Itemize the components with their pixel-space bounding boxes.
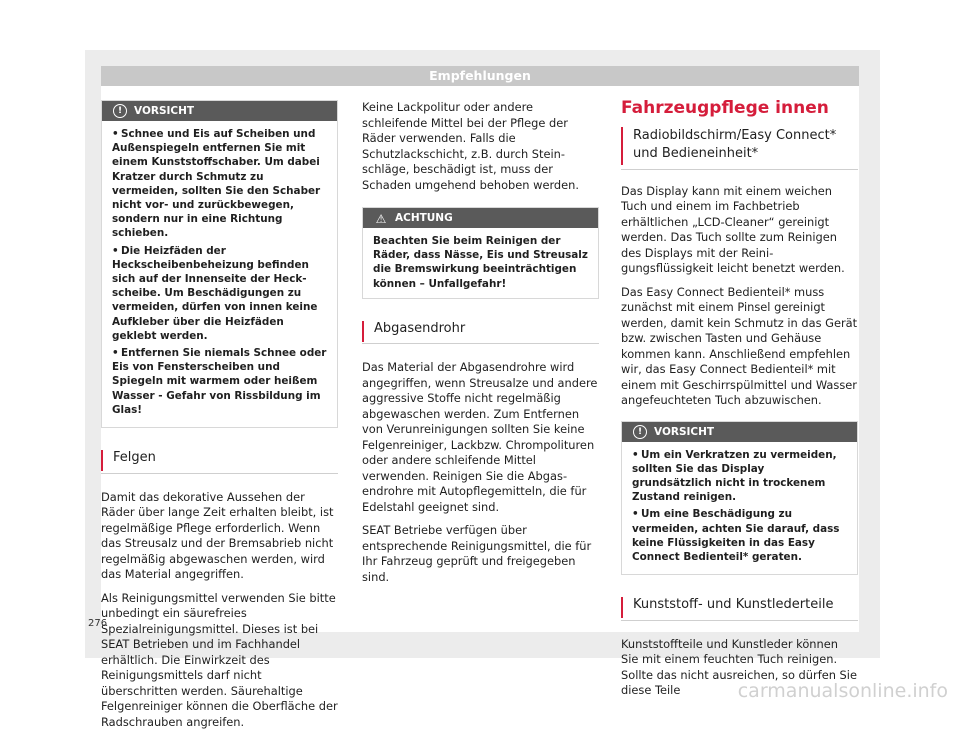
bullet-icon: • [112, 347, 119, 360]
column-2 [362, 100, 599, 593]
caution-box [621, 421, 858, 576]
section-heading-abgasendrohr: Abgasendrohr [362, 321, 599, 345]
caution-box-body [622, 442, 857, 575]
bullet-icon: • [112, 244, 119, 257]
caution-box-body [102, 121, 337, 427]
column-1 [101, 100, 338, 738]
paragraph: Kunststoffteile und Kunstleder können Sie mit einem feuchten Tuch reinigen. Sollte das nicht ausreichen, so dürfen Sie diese Teile [621, 636, 857, 698]
caution-label: VORSICHT [654, 425, 715, 438]
caution-item: • Schnee und Eis auf Scheiben und Außenspiegeln entfernen Sie mit einem Kunststoffschaber. Um dabei Kratzer durch Schmutz zu vermeiden, sollten Sie den Schaber nicht vor- und zurückbewegen, sondern nur in eine Richtung schieben. [112, 128, 321, 240]
section-heading-felgen: Felgen [101, 450, 338, 474]
chapter-title: Fahrzeugpflege innen [621, 98, 829, 118]
bullet-icon: • [112, 128, 119, 140]
paragraph: Als Reinigungsmittel verwenden Sie bitte unbedingt ein säurefreies Spezialreinigungsmittel. Dieses ist bei SEAT Betrieben und im Fachhandel erhältlich. Die Einwirkzeit des Reinigungsmittels darf nicht überschritten werden. Säurehaltige Felgenreiniger können die Oberfläche der Radschrauben angreifen. [101, 590, 338, 729]
caution-item: • Um ein Verkratzen zu vermeiden, sollten Sie das Display grundsätzlich nicht in trockenem Zustand reinigen. [632, 448, 837, 504]
paragraph: Das Easy Connect Bedienteil* muss zunächst mit einem Pinsel gereinigt werden, damit kein Schmutz in das Gerät bzw. zwischen Tasten und Gehäuse kommen kann. Anschließend empfehlen wir, das Easy Connect Bedienteil* mit einem mit Geschirrspülmittel und Wasser angefeuchteten Tuch abzuwischen. [621, 284, 858, 407]
caution-box-header [622, 422, 857, 442]
paragraph: Keine Lackpolitur oder andere schleifende Mittel bei der Pflege der Räder verwenden. Falls die Schutzlackschicht, z.B. durch Steinschläge, beschädigt ist, muss der Schaden umgehend behoben werden. [362, 100, 580, 192]
caution-item: • Die Heizfäden der Heckscheibenbeheizung befinden sich auf der Innenseite der Heckscheibe. Um Beschädigungen zu vermeiden, dürfen von innen keine Aufkleber über die Heizfäden geklebt werden. [112, 244, 318, 342]
warning-triangle-icon: ⚠ [375, 212, 387, 226]
subsection-heading: Radiobildschirm/Easy Connect* und Bedieneinheit* [621, 127, 858, 170]
warning-box-body: Beachten Sie beim Reinigen der Räder, dass Nässe, Eis und Streusalz die Bremswirkung beeinträchtigen können – Unfallgefahr! [373, 235, 588, 290]
info-circle-icon: ! [113, 104, 127, 118]
column-3 [621, 100, 858, 707]
paragraph: SEAT Betriebe verfügen über entsprechende Reinigungsmittel, die für Ihr Fahrzeug geprüft und freigegeben sind. [362, 523, 592, 584]
warning-box [362, 207, 599, 299]
warning-label: ACHTUNG [395, 212, 453, 224]
warning-box-header [363, 208, 598, 228]
caution-box-header [102, 101, 337, 121]
paragraph: Das Display kann mit einem weichen Tuch und einem im Fachbetrieb erhältlichen „LCD-Cleaner“ gereinigt werden. Das Tuch sollte zum Reinigen des Displays mit der Reinigungsflüssigkeit leicht benetzt werden. [621, 183, 845, 275]
bullet-icon: • [632, 448, 639, 461]
page-header: Empfehlungen [101, 66, 859, 86]
section-heading-kunststoff: Kunststoff- und Kunstlederteile [621, 597, 858, 621]
caution-item: • Entfernen Sie niemals Schnee oder Eis von Fensterscheiben und Spiegeln mit warmem oder heißem Wasser - Gefahr von Rissbildung im Glas! [112, 347, 327, 416]
paragraph: Das Material der Abgasendrohre wird angegriffen, wenn Streusalze und andere aggressive Stoffe nicht regelmäßig abgewaschen werden. Zum Entfernen von Verunreinigungen sollten Sie keine Felgenreiniger, Lackbzw. Chrompolituren oder andere schleifende Mittel verwenden. Reinigen Sie die Abgasendrohre mit Autopflegemitteln, die für Edelstahl geeignet sind. [362, 360, 598, 514]
bullet-icon: • [632, 508, 639, 521]
page-number: 276 [88, 618, 108, 629]
info-circle-icon: ! [633, 425, 647, 439]
caution-item: • Um eine Beschädigung zu vermeiden, achten Sie darauf, dass keine Flüssigkeiten in das Easy Connect Bedienteil* geraten. [632, 508, 840, 563]
paragraph: Damit das dekorative Aussehen der Räder über lange Zeit erhalten bleibt, ist regelmäßige Pflege erforderlich. Wenn das Streusalz und der Bremsabrieb nicht regelmäßig abgewaschen werden, wird das Material angegriffen. [101, 489, 334, 582]
caution-label: VORSICHT [134, 105, 195, 117]
watermark: carmanualsonline.info [737, 680, 948, 702]
caution-box [101, 100, 338, 428]
